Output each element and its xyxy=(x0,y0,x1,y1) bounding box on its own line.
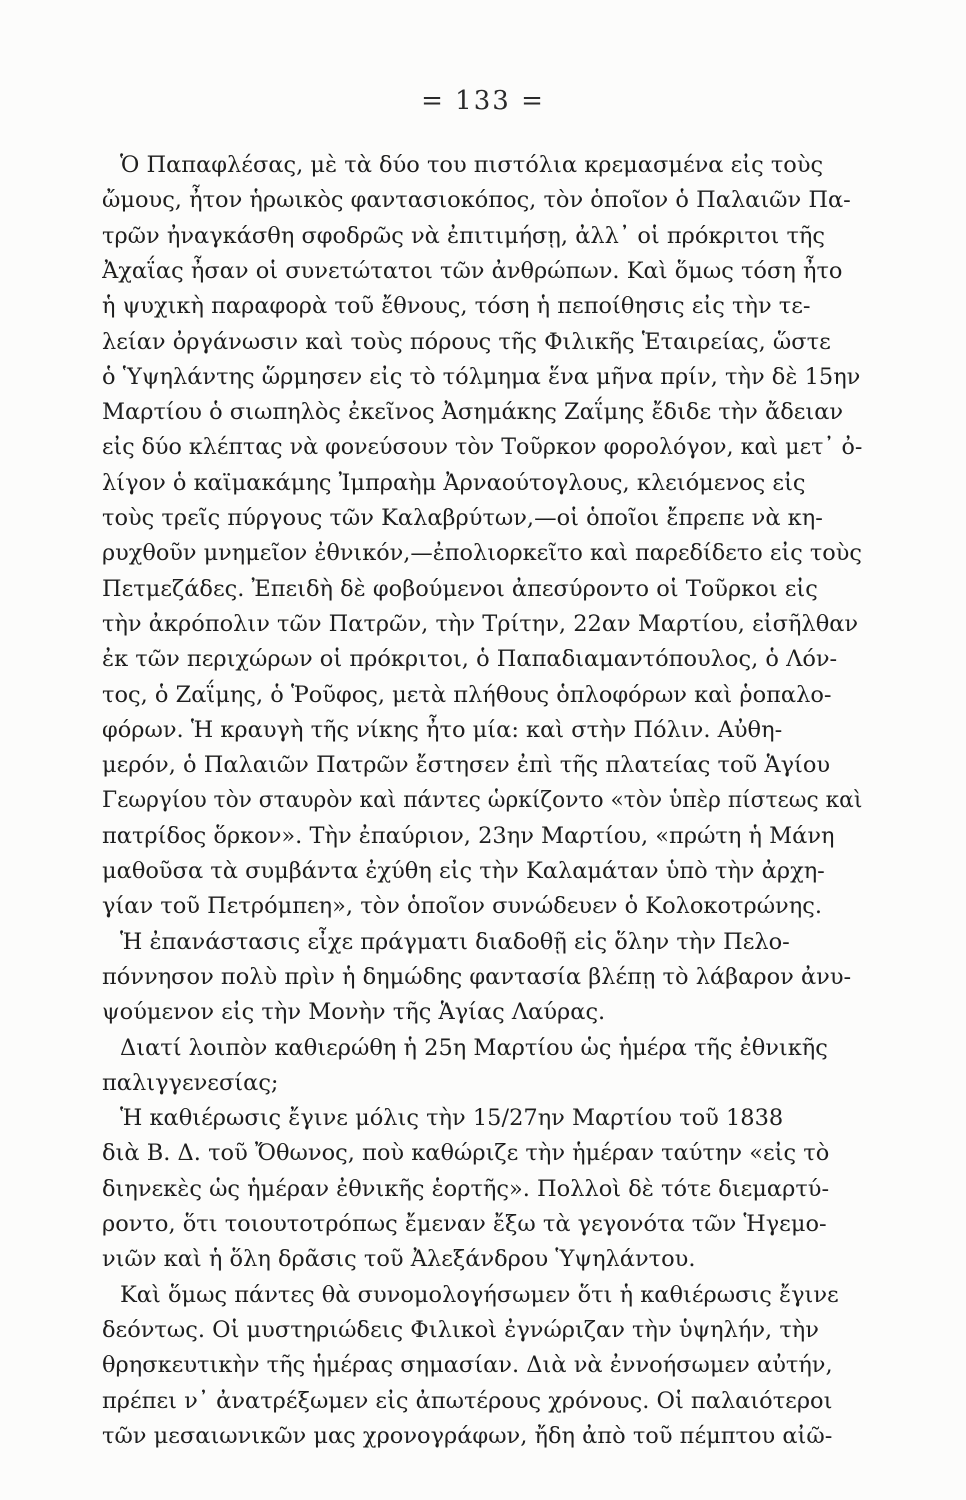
text-line: πρέπει ν᾽ ἀνατρέξωμεν εἰς ἀπωτέρους χρόνους. Οἱ παλαιότεροι xyxy=(102,1387,833,1414)
text-line: Ἡ ἐπανάστασις εἶχε πράγματι διαδοθῇ εἰς ὅλην τὴν Πελο- xyxy=(120,928,790,955)
text-line: ὁ Ὑψηλάντης ὥρμησεν εἰς τὸ τόλμημα ἕνα μῆνα πρίν, τὴν δὲ 15ην xyxy=(102,363,861,390)
text-line: παλιγγενεσίας; xyxy=(102,1069,279,1096)
text-line: τρῶν ἠναγκάσθη σφοδρῶς νὰ ἐπιτιμήσῃ, ἀλλ᾽ οἱ πρόκριτοι τῆς xyxy=(102,222,826,249)
text-line: τῶν μεσαιωνικῶν μας χρονογράφων, ἤδη ἀπὸ τοῦ πέμπτου αἰῶ- xyxy=(102,1422,833,1449)
text-line: πόννησον πολὺ πρὶν ἡ δημώδης φαντασία βλέπῃ τὸ λάβαρον ἀνυ- xyxy=(102,963,852,990)
page-number: = 133 = xyxy=(421,86,545,116)
text-line: Μαρτίου ὁ σιωπηλὸς ἐκεῖνος Ἀσημάκης Ζαΐμης ἔδιδε τὴν ἄδειαν xyxy=(102,399,844,426)
text-line: φόρων. Ἡ κραυγὴ τῆς νίκης ἦτο μία: καὶ στὴν Πόλιν. Αὐθη- xyxy=(102,716,783,743)
text-line: Πετμεζάδες. Ἐπειδὴ δὲ φοβούμενοι ἀπεσύροντο οἱ Τοῦρκοι εἰς xyxy=(102,575,818,602)
text-line: νιῶν καὶ ἡ ὅλη δρᾶσις τοῦ Ἀλεξάνδρου Ὑψηλάντου. xyxy=(102,1246,696,1273)
text-line: Καὶ ὅμως πάντες θὰ συνομολογήσωμεν ὅτι ἡ καθιέρωσις ἔγινε xyxy=(120,1281,839,1308)
text-line: Ἀχαΐας ἦσαν οἱ συνετώτατοι τῶν ἀνθρώπων. Καὶ ὅμως τόση ἦτο xyxy=(102,257,843,284)
text-line: Γεωργίου τὸν σταυρὸν καὶ πάντες ὡρκίζοντο «τὸν ὑπὲρ πίστεως καὶ xyxy=(102,787,862,814)
text-line: ρυχθοῦν μνημεῖον ἐθνικόν,—ἐπολιορκεῖτο καὶ παρεδίδετο εἰς τοὺς xyxy=(102,540,862,567)
text-line: εἰς δύο κλέπτας νὰ φονεύσουν τὸν Τοῦρκον φορολόγον, καὶ μετ᾽ ὀ- xyxy=(102,434,862,461)
text-line: Διατί λοιπὸν καθιερώθη ἡ 25η Μαρτίου ὡς ἡμέρα τῆς ἐθνικῆς xyxy=(120,1034,828,1061)
text-line: γίαν τοῦ Πετρόμπεη», τὸν ὁποῖον συνώδευεν ὁ Κολοκοτρώνης. xyxy=(102,893,822,920)
text-line: τὴν ἀκρόπολιν τῶν Πατρῶν, τὴν Τρίτην, 22αν Μαρτίου, εἰσῆλθαν xyxy=(102,610,859,637)
text-line: λείαν ὀργάνωσιν καὶ τοὺς πόρους τῆς Φιλικῆς Ἑταιρείας, ὥστε xyxy=(102,328,831,355)
text-line: Ὁ Παπαφλέσας, μὲ τὰ δύο του πιστόλια κρεμασμένα εἰς τοὺς xyxy=(120,152,824,178)
text-line: μερόν, ὁ Παλαιῶν Πατρῶν ἔστησεν ἐπὶ τῆς πλατείας τοῦ Ἁγίου xyxy=(102,752,831,779)
text-line: ὤμους, ἦτον ἡρωικὸς φαντασιοκόπος, τὸν ὁποῖον ὁ Παλαιῶν Πα- xyxy=(102,187,851,214)
text-line: τοὺς τρεῖς πύργους τῶν Καλαβρύτων,—οἱ ὁποῖοι ἔπρεπε νὰ κη- xyxy=(102,505,823,531)
text-line: λίγον ὁ καϊμακάμης Ἰμπραὴμ Ἀρναούτογλους, κλειόμενος εἰς xyxy=(102,469,806,496)
text-line: διηνεκὲς ὡς ἡμέραν ἐθνικῆς ἑορτῆς». Πολλοὶ δὲ τότε διεμαρτύ- xyxy=(102,1175,830,1202)
text-line: τος, ὁ Ζαΐμης, ὁ Ῥοῦφος, μετὰ πλήθους ὁπλοφόρων καὶ ῥοπαλο- xyxy=(102,681,832,708)
text-line: μαθοῦσα τὰ συμβάντα ἐχύθη εἰς τὴν Καλαμάταν ὑπὸ τὴν ἀρχη- xyxy=(102,858,825,884)
text-line: ροντο, ὅτι τοιουτοτρόπως ἔμεναν ἔξω τὰ γεγονότα τῶν Ἡγεμο- xyxy=(102,1211,827,1237)
text-line: πατρίδος ὅρκον». Τὴν ἐπαύριον, 23ην Μαρτίου, «πρώτη ἡ Μάνη xyxy=(102,822,835,849)
text-line: δεόντως. Οἱ μυστηριώδεις Φιλικοὶ ἐγνώριζαν τὴν ὑψηλήν, τὴν xyxy=(102,1316,819,1343)
text-line: ψούμενον εἰς τὴν Μονὴν τῆς Ἁγίας Λαύρας. xyxy=(102,999,606,1026)
text-line: ἐκ τῶν περιχώρων οἱ πρόκριτοι, ὁ Παπαδιαμαντόπουλος, ὁ Λόν- xyxy=(102,646,838,673)
text-line: θρησκευτικὴν τῆς ἡμέρας σημασίαν. Διὰ νὰ ἐννοήσωμεν αὐτήν, xyxy=(102,1352,833,1379)
text-line: Ἡ καθιέρωσις ἔγινε μόλις τὴν 15/27ην Μαρτίου τοῦ 1838 xyxy=(120,1105,784,1132)
text-line: ἡ ψυχικὴ παραφορὰ τοῦ ἔθνους, τόση ἡ πεποίθησις εἰς τὴν τε- xyxy=(102,293,811,320)
text-line: διὰ Β. Δ. τοῦ Ὄθωνος, ποὺ καθώριζε τὴν ἡμέραν ταύτην «εἰς τὸ xyxy=(102,1140,830,1167)
